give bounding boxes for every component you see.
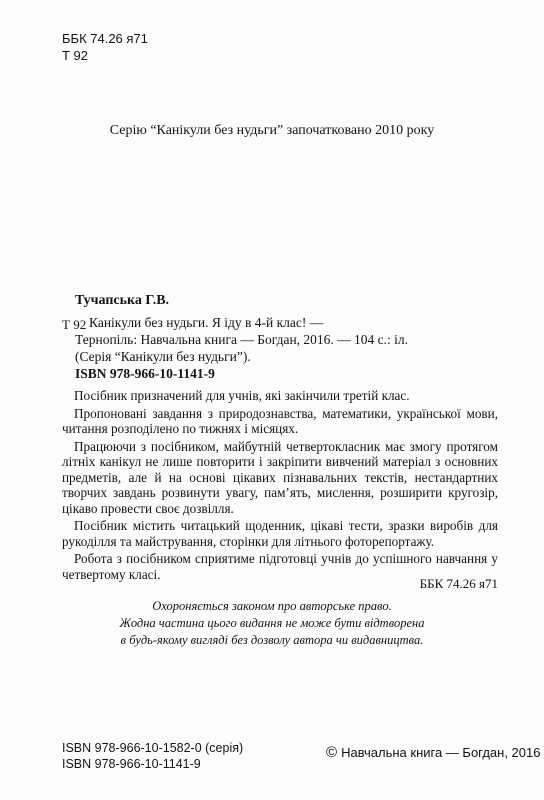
annotation-paragraph: Робота з посібником сприятиме підготовці учнів до успішного навчання у четвертому класі. <box>62 551 498 582</box>
bbk-bottom: ББК 74.26 я71 <box>419 576 498 591</box>
catalog-imprint-line: Тернопіль: Навчальна книга — Богдан, 2016. — 104 с.: іл. <box>75 332 409 347</box>
copyright-line: в будь-якому вигляді без дозволу автора чи видавництва. <box>120 633 424 647</box>
isbn-series: ISBN 978-966-10-1582-0 (серія) <box>62 741 244 755</box>
isbn-list <box>62 740 243 772</box>
copyright-icon: © <box>326 744 338 761</box>
series-note: Серію “Канікули без нудьги” започатковано 2010 року <box>109 123 435 138</box>
catalog-mark: Т 92 <box>62 317 87 332</box>
copyright-line: Охороняється законом про авторське право. <box>152 599 392 613</box>
publisher-name: Навчальна книга — Богдан, 2016 <box>341 745 541 760</box>
bbk-code: ББК 74.26 я71 <box>62 31 148 46</box>
catalog-isbn: ISBN 978-966-10-1141-9 <box>75 366 215 381</box>
publisher-copyright <box>326 744 540 761</box>
copyright-line: Жодна частина цього видання не може бути відтворена <box>119 616 425 630</box>
annotation-paragraph: Працюючи з посібником, майбутній четвертокласник має змогу протягом літніх канікул не лише повторити і закріпити вивчений матеріал з основних предметів, але й на основі цікавих пізнавальних текстів, нестандартних творчих завдань розвинути увагу, пам’ять, мислення, розширити кругозір, цікаво провести своє дозвілля. <box>62 438 498 516</box>
isbn-book: ISBN 978-966-10-1141-9 <box>62 757 201 771</box>
annotation-paragraph: Посібник призначений для учнів, які закінчили третій клас. <box>74 388 410 403</box>
catalog-title-line: Канікули без нудьги. Я іду в 4-й клас! — <box>89 315 324 330</box>
catalog-entry <box>75 314 408 382</box>
catalog-author: Тучапська Г.В. <box>75 293 170 308</box>
annotation-paragraph: Пропоновані завдання з природознавства, математики, української мови, читання розподілено по тижнях і місяцях. <box>62 405 498 436</box>
annotation-paragraph: Посібник містить читацький щоденник, цікаві тести, зразки виробів для рукоділля та майстрування, сторінки для літнього фоторепортажу. <box>62 518 498 549</box>
catalog-series-line: (Серія “Канікули без нудьги”). <box>75 349 251 364</box>
author-mark: Т 92 <box>62 48 89 63</box>
top-catalog-codes <box>62 30 148 64</box>
copyright-notice <box>0 598 544 649</box>
annotation <box>62 388 498 582</box>
